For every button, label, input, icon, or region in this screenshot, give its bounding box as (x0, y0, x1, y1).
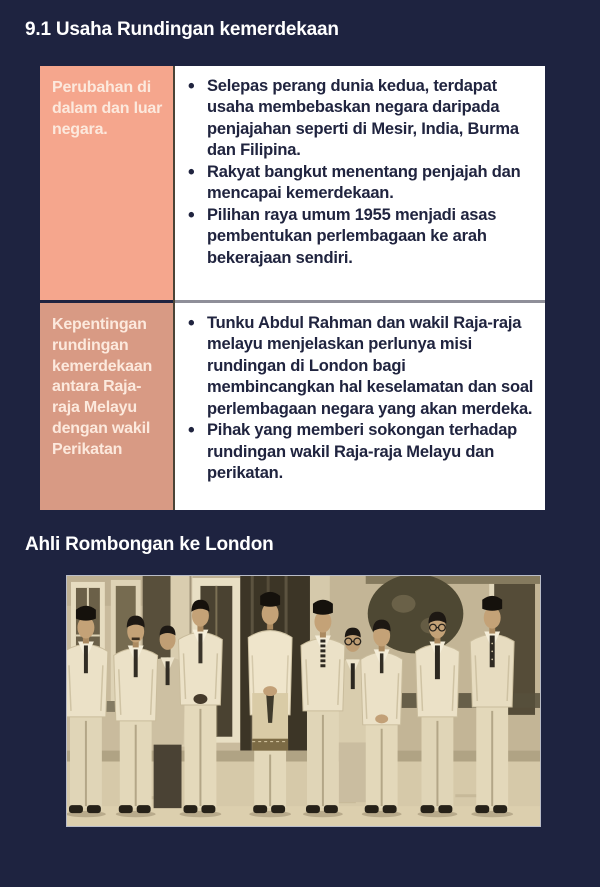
delegation-photo (66, 575, 541, 827)
photo-heading: Ahli Rombongan ke London (25, 534, 274, 555)
list-item: • Pilihan raya umum 1955 menjadi asas pembentukan perlembagaan ke arah bekerajaan sendiri. (187, 205, 537, 269)
table-row-header-1: Perubahan di dalam dan luar negara. (40, 66, 173, 300)
bullet-list (187, 313, 537, 485)
page-title: 9.1 Usaha Rundingan kemerdekaan (25, 19, 339, 40)
bullet-list (187, 76, 537, 269)
info-table (40, 66, 545, 510)
list-item: • Rakyat bangkut menentang penjajah dan mencapai kemerdekaan. (187, 162, 537, 205)
table-row-header-2: Kepentingan rundingan kemerdekaan antara Raja-raja Melayu dengan wakil Perikatan (40, 303, 173, 510)
list-item: • Selepas perang dunia kedua, terdapat usaha membebaskan negara daripada penjajahan seperti di Mesir, India, Burma dan Filipina. (187, 76, 537, 162)
column-divider (173, 66, 175, 510)
list-item: • Tunku Abdul Rahman dan wakil Raja-raja melayu menjelaskan perlunya misi rundingan di London bagi membincangkan hal keselamatan dan soal perlembagaan negara yang akan merdeka. (187, 313, 537, 420)
list-item: • Pihak yang memberi sokongan terhadap rundingan wakil Raja-raja Melayu dan perikatan. (187, 420, 537, 484)
table-row-body-1 (175, 66, 545, 300)
table-row-body-2 (175, 303, 545, 510)
delegation-photo-illustration (67, 576, 540, 826)
